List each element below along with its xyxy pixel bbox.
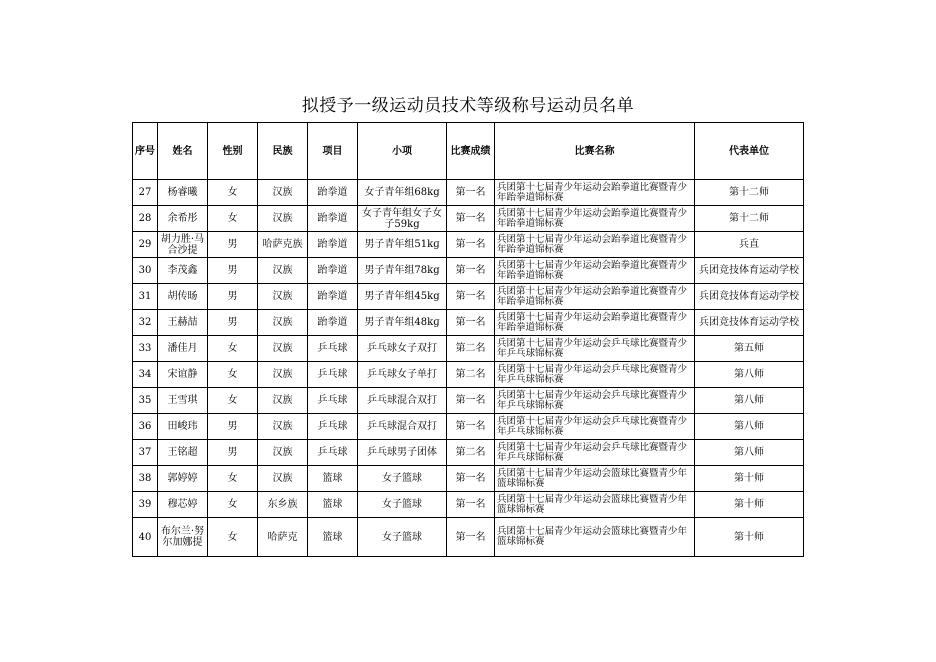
cell-gender: 男 bbox=[208, 258, 258, 284]
cell-name: 王雪琪 bbox=[158, 388, 208, 414]
cell-event: 女子青年组68kg bbox=[358, 180, 447, 206]
cell-name: 王铭超 bbox=[158, 440, 208, 466]
cell-competition: 兵团第十七届青少年运动会跆拳道比赛暨青少年跆拳道锦标赛 bbox=[495, 310, 695, 336]
cell-no: 27 bbox=[133, 180, 158, 206]
cell-ethnicity: 汉族 bbox=[258, 310, 308, 336]
table-row bbox=[133, 206, 804, 232]
cell-unit: 兵团竞技体育运动学校 bbox=[695, 310, 804, 336]
cell-competition: 兵团第十七届青少年运动会篮球比赛暨青少年篮球锦标赛 bbox=[495, 492, 695, 518]
cell-ethnicity: 东乡族 bbox=[258, 492, 308, 518]
cell-sport: 跆拳道 bbox=[308, 180, 358, 206]
cell-gender: 男 bbox=[208, 440, 258, 466]
cell-unit: 第十二师 bbox=[695, 206, 804, 232]
cell-name: 郭婷婷 bbox=[158, 466, 208, 492]
cell-result: 第二名 bbox=[447, 362, 495, 388]
cell-gender: 女 bbox=[208, 180, 258, 206]
cell-no: 34 bbox=[133, 362, 158, 388]
cell-gender: 女 bbox=[208, 492, 258, 518]
cell-ethnicity: 汉族 bbox=[258, 414, 308, 440]
cell-no: 40 bbox=[133, 518, 158, 557]
cell-ethnicity: 汉族 bbox=[258, 440, 308, 466]
cell-event: 女子篮球 bbox=[358, 466, 447, 492]
cell-event: 男子青年组45kg bbox=[358, 284, 447, 310]
cell-no: 38 bbox=[133, 466, 158, 492]
cell-no: 29 bbox=[133, 232, 158, 258]
cell-no: 35 bbox=[133, 388, 158, 414]
cell-gender: 男 bbox=[208, 284, 258, 310]
table-row bbox=[133, 310, 804, 336]
cell-sport: 篮球 bbox=[308, 466, 358, 492]
cell-competition: 兵团第十七届青少年运动会乒乓球比赛暨青少年乒乓球锦标赛 bbox=[495, 388, 695, 414]
table-row bbox=[133, 336, 804, 362]
cell-name: 杨睿曦 bbox=[158, 180, 208, 206]
cell-gender: 女 bbox=[208, 362, 258, 388]
cell-sport: 乒乓球 bbox=[308, 336, 358, 362]
cell-unit: 第五师 bbox=[695, 336, 804, 362]
cell-name: 余希彤 bbox=[158, 206, 208, 232]
cell-gender: 女 bbox=[208, 388, 258, 414]
table-header-row bbox=[133, 123, 804, 180]
cell-gender: 男 bbox=[208, 232, 258, 258]
cell-event: 乒乓球女子双打 bbox=[358, 336, 447, 362]
cell-ethnicity: 汉族 bbox=[258, 362, 308, 388]
cell-unit: 兵团竞技体育运动学校 bbox=[695, 258, 804, 284]
table-row bbox=[133, 466, 804, 492]
cell-competition: 兵团第十七届青少年运动会乒乓球比赛暨青少年乒乓球锦标赛 bbox=[495, 414, 695, 440]
table-row bbox=[133, 232, 804, 258]
cell-unit: 兵团竞技体育运动学校 bbox=[695, 284, 804, 310]
table-row bbox=[133, 258, 804, 284]
cell-name: 胡传旸 bbox=[158, 284, 208, 310]
table-row bbox=[133, 362, 804, 388]
cell-no: 33 bbox=[133, 336, 158, 362]
cell-event: 男子青年组48kɡ bbox=[358, 310, 447, 336]
cell-event: 乒乓球混合双打 bbox=[358, 388, 447, 414]
cell-sport: 篮球 bbox=[308, 518, 358, 557]
cell-event: 乒乓球男子团体 bbox=[358, 440, 447, 466]
cell-result: 第一名 bbox=[447, 232, 495, 258]
header-result: 比赛成绩 bbox=[447, 123, 495, 180]
cell-gender: 女 bbox=[208, 466, 258, 492]
cell-competition: 兵团第十七届青少年运动会乒乓球比赛暨青少年乒乓球锦标赛 bbox=[495, 362, 695, 388]
cell-unit: 第十师 bbox=[695, 518, 804, 557]
cell-sport: 跆拳道 bbox=[308, 284, 358, 310]
cell-event: 女子篮球 bbox=[358, 518, 447, 557]
cell-sport: 乒乓球 bbox=[308, 414, 358, 440]
cell-event: 女子青年组女子女子59kg bbox=[358, 206, 447, 232]
cell-no: 39 bbox=[133, 492, 158, 518]
cell-result: 第二名 bbox=[447, 336, 495, 362]
cell-unit: 第十师 bbox=[695, 492, 804, 518]
cell-ethnicity: 汉族 bbox=[258, 258, 308, 284]
cell-ethnicity: 汉族 bbox=[258, 336, 308, 362]
table-row bbox=[133, 492, 804, 518]
cell-result: 第一名 bbox=[447, 206, 495, 232]
cell-competition: 兵团第十七届青少年运动会跆拳道比赛暨青少年跆拳道锦标赛 bbox=[495, 258, 695, 284]
cell-result: 第一名 bbox=[447, 466, 495, 492]
cell-gender: 女 bbox=[208, 336, 258, 362]
cell-ethnicity: 汉族 bbox=[258, 466, 308, 492]
cell-sport: 跆拳道 bbox=[308, 310, 358, 336]
cell-result: 第一名 bbox=[447, 180, 495, 206]
cell-event: 乒乓球混合双打 bbox=[358, 414, 447, 440]
table-row bbox=[133, 388, 804, 414]
cell-competition: 兵团第十七届青少年运动会跆拳道比赛暨青少年跆拳道锦标赛 bbox=[495, 206, 695, 232]
cell-no: 37 bbox=[133, 440, 158, 466]
cell-gender: 男 bbox=[208, 310, 258, 336]
cell-competition: 兵团第十七届青少年运动会篮球比赛暨青少年篮球锦标赛 bbox=[495, 518, 695, 557]
cell-ethnicity: 哈萨克族 bbox=[258, 232, 308, 258]
header-gender: 性别 bbox=[208, 123, 258, 180]
cell-gender: 女 bbox=[208, 518, 258, 557]
cell-result: 第二名 bbox=[447, 440, 495, 466]
cell-unit: 兵直 bbox=[695, 232, 804, 258]
header-competition: 比赛名称 bbox=[495, 123, 695, 180]
cell-result: 第一名 bbox=[447, 414, 495, 440]
athlete-table bbox=[132, 122, 804, 557]
cell-unit: 第八师 bbox=[695, 388, 804, 414]
cell-sport: 跆拳道 bbox=[308, 206, 358, 232]
cell-event: 乒乓球女子单打 bbox=[358, 362, 447, 388]
cell-unit: 第十师 bbox=[695, 466, 804, 492]
cell-ethnicity: 哈萨克 bbox=[258, 518, 308, 557]
cell-competition: 兵团第十七届青少年运动会跆拳道比赛暨青少年跆拳道锦标赛 bbox=[495, 180, 695, 206]
cell-result: 第一名 bbox=[447, 284, 495, 310]
table-row bbox=[133, 440, 804, 466]
cell-name: 穆芯婷 bbox=[158, 492, 208, 518]
cell-no: 32 bbox=[133, 310, 158, 336]
cell-name: 布尔兰·努尔加娜提 bbox=[158, 518, 208, 557]
cell-result: 第一名 bbox=[447, 492, 495, 518]
cell-event: 男子青年组78kg bbox=[358, 258, 447, 284]
cell-unit: 第八师 bbox=[695, 440, 804, 466]
cell-unit: 第八师 bbox=[695, 362, 804, 388]
cell-result: 第一名 bbox=[447, 258, 495, 284]
table-row bbox=[133, 284, 804, 310]
cell-sport: 乒乓球 bbox=[308, 362, 358, 388]
header-name: 姓名 bbox=[158, 123, 208, 180]
cell-result: 第一名 bbox=[447, 388, 495, 414]
cell-event: 女子篮球 bbox=[358, 492, 447, 518]
cell-sport: 乒乓球 bbox=[308, 440, 358, 466]
header-no: 序号 bbox=[133, 123, 158, 180]
cell-sport: 跆拳道 bbox=[308, 258, 358, 284]
cell-name: 王赫喆 bbox=[158, 310, 208, 336]
cell-ethnicity: 汉族 bbox=[258, 284, 308, 310]
cell-sport: 篮球 bbox=[308, 492, 358, 518]
cell-ethnicity: 汉族 bbox=[258, 388, 308, 414]
cell-gender: 男 bbox=[208, 414, 258, 440]
cell-competition: 兵团第十七届青少年运动会篮球比赛暨青少年篮球锦标赛 bbox=[495, 466, 695, 492]
cell-gender: 女 bbox=[208, 206, 258, 232]
cell-name: 潘佳月 bbox=[158, 336, 208, 362]
cell-no: 28 bbox=[133, 206, 158, 232]
cell-event: 男子青年组51kɡ bbox=[358, 232, 447, 258]
cell-name: 胡力胜·马合沙提 bbox=[158, 232, 208, 258]
cell-competition: 兵团第十七届青少年运动会乒乓球比赛暨青少年乒乓球锦标赛 bbox=[495, 440, 695, 466]
cell-sport: 乒乓球 bbox=[308, 388, 358, 414]
cell-competition: 兵团第十七届青少年运动会跆拳道比赛暨青少年跆拳道锦标赛 bbox=[495, 284, 695, 310]
table-row bbox=[133, 180, 804, 206]
cell-ethnicity: 汉族 bbox=[258, 206, 308, 232]
table-row bbox=[133, 414, 804, 440]
cell-sport: 跆拳道 bbox=[308, 232, 358, 258]
cell-result: 第一名 bbox=[447, 518, 495, 557]
cell-no: 36 bbox=[133, 414, 158, 440]
cell-ethnicity: 汉族 bbox=[258, 180, 308, 206]
page-title: 拟授予一级运动员技术等级称号运动员名单 bbox=[301, 96, 635, 116]
header-unit: 代表单位 bbox=[695, 123, 804, 180]
cell-name: 田峻玮 bbox=[158, 414, 208, 440]
cell-name: 宋谊静 bbox=[158, 362, 208, 388]
header-sport: 项目 bbox=[308, 123, 358, 180]
cell-unit: 第八师 bbox=[695, 414, 804, 440]
cell-no: 31 bbox=[133, 284, 158, 310]
table-row bbox=[133, 518, 804, 557]
header-ethnicity: 民族 bbox=[258, 123, 308, 180]
cell-competition: 兵团第十七届青少年运动会跆拳道比赛暨青少年跆拳道锦标赛 bbox=[495, 232, 695, 258]
cell-name: 李茂鑫 bbox=[158, 258, 208, 284]
cell-competition: 兵团第十七届青少年运动会乒乓球比赛暨青少年乒乓球锦标赛 bbox=[495, 336, 695, 362]
cell-no: 30 bbox=[133, 258, 158, 284]
cell-unit: 第十二师 bbox=[695, 180, 804, 206]
header-event: 小项 bbox=[358, 123, 447, 180]
cell-result: 第一名 bbox=[447, 310, 495, 336]
